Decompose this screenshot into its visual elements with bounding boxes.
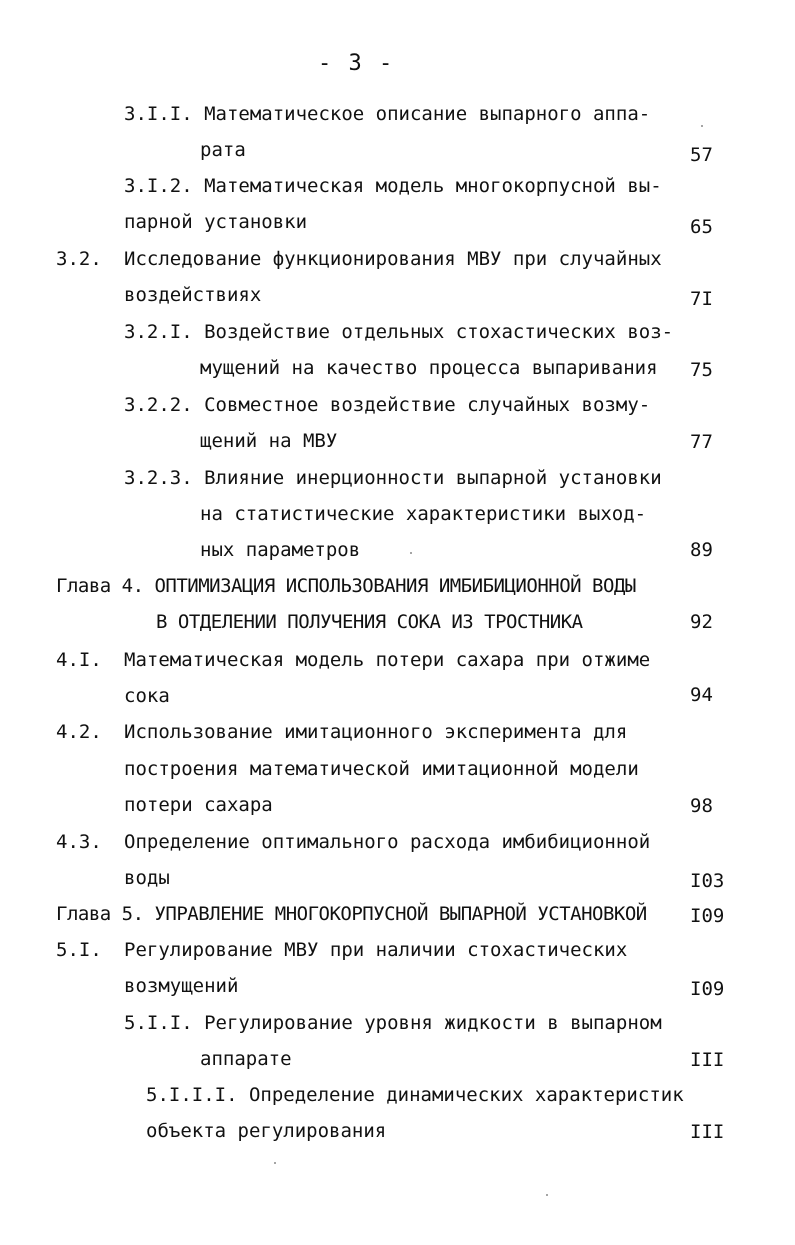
toc-page-ref: 89 bbox=[690, 539, 713, 561]
toc-page-ref: III bbox=[690, 1049, 725, 1071]
toc-page-ref: 7I bbox=[690, 288, 713, 310]
toc-section-number: 3.2. bbox=[56, 248, 102, 270]
toc-line: Математическая модель потери сахара при отжиме bbox=[124, 649, 651, 671]
scan-speck bbox=[410, 552, 412, 554]
toc-line: 3.2.3. Влияние инерционности выпарной установки bbox=[124, 467, 662, 489]
toc-page-ref: 65 bbox=[690, 216, 713, 238]
toc-page-ref: I03 bbox=[690, 870, 725, 892]
scan-speck bbox=[701, 125, 703, 127]
toc-page-ref: 98 bbox=[690, 795, 713, 817]
toc-line: сока bbox=[124, 685, 170, 707]
toc-page-ref: 94 bbox=[690, 684, 713, 706]
toc-line: 5.I.I.I. Определение динамических характеристик bbox=[146, 1084, 684, 1106]
toc-chapter-heading: В ОТДЕЛЕНИИ ПОЛУЧЕНИЯ СОКА ИЗ ТРОСТНИКА bbox=[156, 611, 583, 633]
scan-speck bbox=[546, 1194, 548, 1196]
toc-section-number: 5.I. bbox=[56, 939, 102, 961]
toc-line: 3.I.I. Математическое описание выпарного аппа- bbox=[124, 103, 651, 125]
toc-chapter-heading: Глава 4. ОПТИМИЗАЦИЯ ИСПОЛЬЗОВАНИЯ ИМБИБИЦИОННОЙ ВОДЫ bbox=[56, 575, 636, 597]
page-number: - 3 - bbox=[318, 51, 395, 76]
toc-section-number: 4.2. bbox=[56, 721, 102, 743]
toc-line: 3.I.2. Математическая модель многокорпусной вы- bbox=[124, 175, 662, 197]
toc-line: Определение оптимального расхода имбибиционной bbox=[124, 831, 651, 853]
toc-line: возмущений bbox=[124, 975, 239, 997]
toc-page-ref: III bbox=[690, 1121, 725, 1143]
toc-line: построения математической имитационной модели bbox=[124, 758, 639, 780]
toc-line: ных параметров bbox=[200, 539, 361, 561]
toc-line: Исследование функционирования МВУ при случайных bbox=[124, 248, 662, 270]
toc-line: аппарате bbox=[200, 1048, 292, 1070]
toc-line: парной установки bbox=[124, 211, 308, 233]
toc-page-ref: 57 bbox=[690, 144, 713, 166]
toc-line: на статистические характеристики выход- bbox=[200, 503, 647, 525]
toc-chapter-heading: Глава 5. УПРАВЛЕНИЕ МНОГОКОРПУСНОЙ ВЫПАРНОЙ УСТАНОВКОЙ bbox=[56, 903, 647, 925]
toc-line: Регулирование МВУ при наличии стохастических bbox=[124, 939, 628, 961]
toc-page-ref: I09 bbox=[690, 978, 725, 1000]
toc-line: потери сахара bbox=[124, 794, 273, 816]
toc-section-number: 4.I. bbox=[56, 649, 102, 671]
toc-page-ref: 77 bbox=[690, 431, 713, 453]
toc-page-ref: 75 bbox=[690, 359, 713, 381]
toc-line: 3.2.I. Воздействие отдельных стохастических воз- bbox=[124, 321, 674, 343]
toc-line: щений на МВУ bbox=[200, 430, 338, 452]
toc-page-ref: 92 bbox=[690, 611, 713, 633]
toc-line: объекта регулирования bbox=[146, 1120, 387, 1142]
toc-page-ref: I09 bbox=[690, 905, 725, 927]
scan-speck bbox=[274, 1162, 276, 1164]
toc-line: воды bbox=[124, 867, 170, 889]
toc-line: 5.I.I. Регулирование уровня жидкости в выпарном bbox=[124, 1012, 662, 1034]
toc-line: Использование имитационного эксперимента для bbox=[124, 721, 628, 743]
toc-line: рата bbox=[200, 139, 246, 161]
toc-line: 3.2.2. Совместное воздействие случайных возму- bbox=[124, 394, 651, 416]
toc-section-number: 4.3. bbox=[56, 831, 102, 853]
toc-line: мущений на качество процесса выпаривания bbox=[200, 357, 658, 379]
toc-line: воздействиях bbox=[124, 284, 262, 306]
